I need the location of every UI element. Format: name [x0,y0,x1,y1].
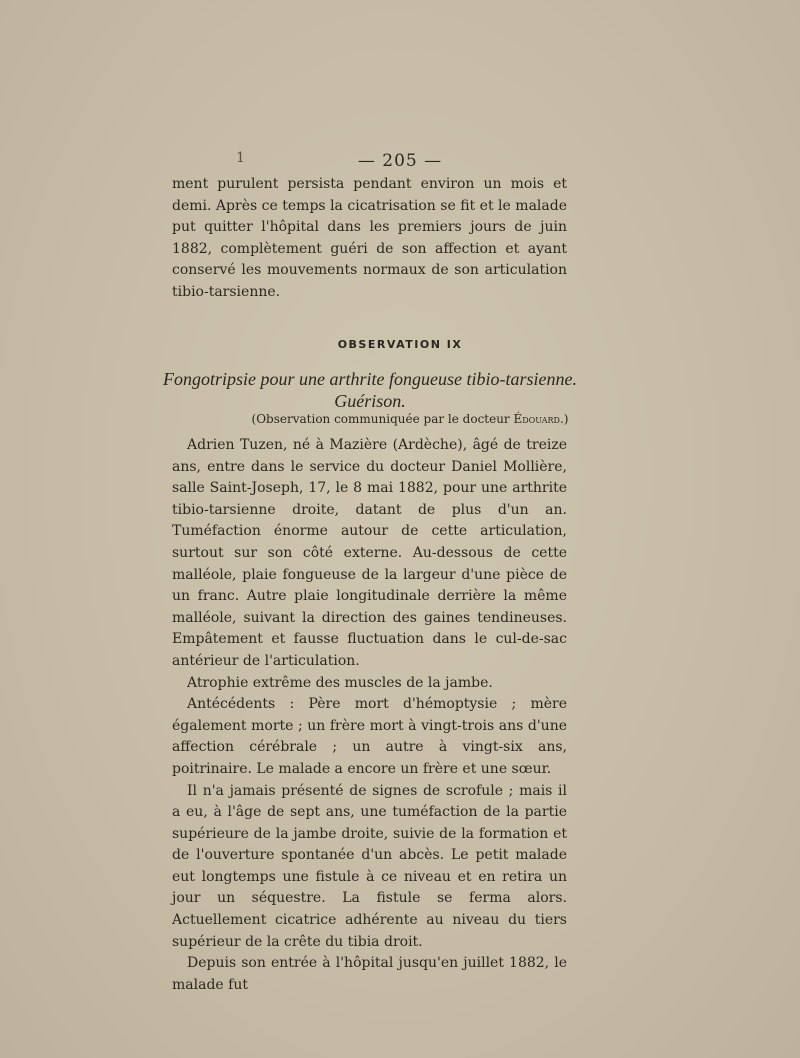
observation-title [0,368,740,412]
paragraph-atrophy: Atrophie extrême des muscles de la jambe. [187,674,493,691]
paragraph-case-description: Adrien Tuzen, né à Mazière (Ardèche), âgé de treize ans, entre dans le service du docteur Daniel Mollière, salle Saint-Joseph, 17, le 8 mai 1882, pour une arthrite tibio-tarsienne droite, datant de plus d'un an. Tuméfaction énorme autour de cette articulation, surtout sur son côté externe. Au-dessous de cette malléole, plaie fongueuse de la largeur d'une pièce de un franc. Autre plaie longitudinale derrière la même malléole, suivant la direction des gaines tendineuses. Empâtement et fausse fluctuation dans le cul-de-sac antérieur de l'articulation. [172,437,567,669]
paragraph-history: Il n'a jamais présenté de signes de scrofule ; mais il a eu, à l'âge de sept ans, une tuméfaction de la partie supérieure de la jambe droite, suivie de la formation et de l'ouverture spontanée d'un abcès. Le petit malade eut longtemps une fistule à ce niveau et en retira un jour un séquestre. La fistule se ferma alors. Actuellement cicatrice adhérente au niveau du tiers supérieur de la crête du tibia droit. [172,782,567,950]
observation-note [40,412,780,426]
paragraph-antecedents: Antécédents : Père mort d'hémoptysie ; mère également morte ; un frère mort à vingt-trois ans d'une affection cérébrale ; un autre à vingt-six ans, poitrinaire. Le malade a encore un frère et une sœur. [172,696,567,777]
observation-title-line-1: Fongotripsie pour une arthrite fongueuse tibio-tarsienne. [163,369,577,389]
paragraph-continued: ment purulent persista pendant environ un mois et demi. Après ce temps la cicatrisation se fit et le malade put quitter l'hôpital dans les premiers jours de juin 1882, complètement guéri de son affection et ayant conservé les mouvements normaux de son articulation tibio-tarsienne. [172,176,567,300]
observation-body [172,435,567,996]
continued-text [172,174,567,304]
page-number: — 205 — [357,151,443,171]
note-suffix: .) [559,412,569,426]
margin-mark: 1 [236,150,245,166]
observation-title-line-2: Guérison. [334,391,406,411]
paragraph-hospital-stay: Depuis son entrée à l'hôpital jusqu'en juillet 1882, le malade fut [172,955,567,993]
note-author: Édouard [513,412,560,426]
note-prefix: (Observation communiquée par le docteur [251,412,514,426]
observation-heading: OBSERVATION IX [337,338,463,351]
